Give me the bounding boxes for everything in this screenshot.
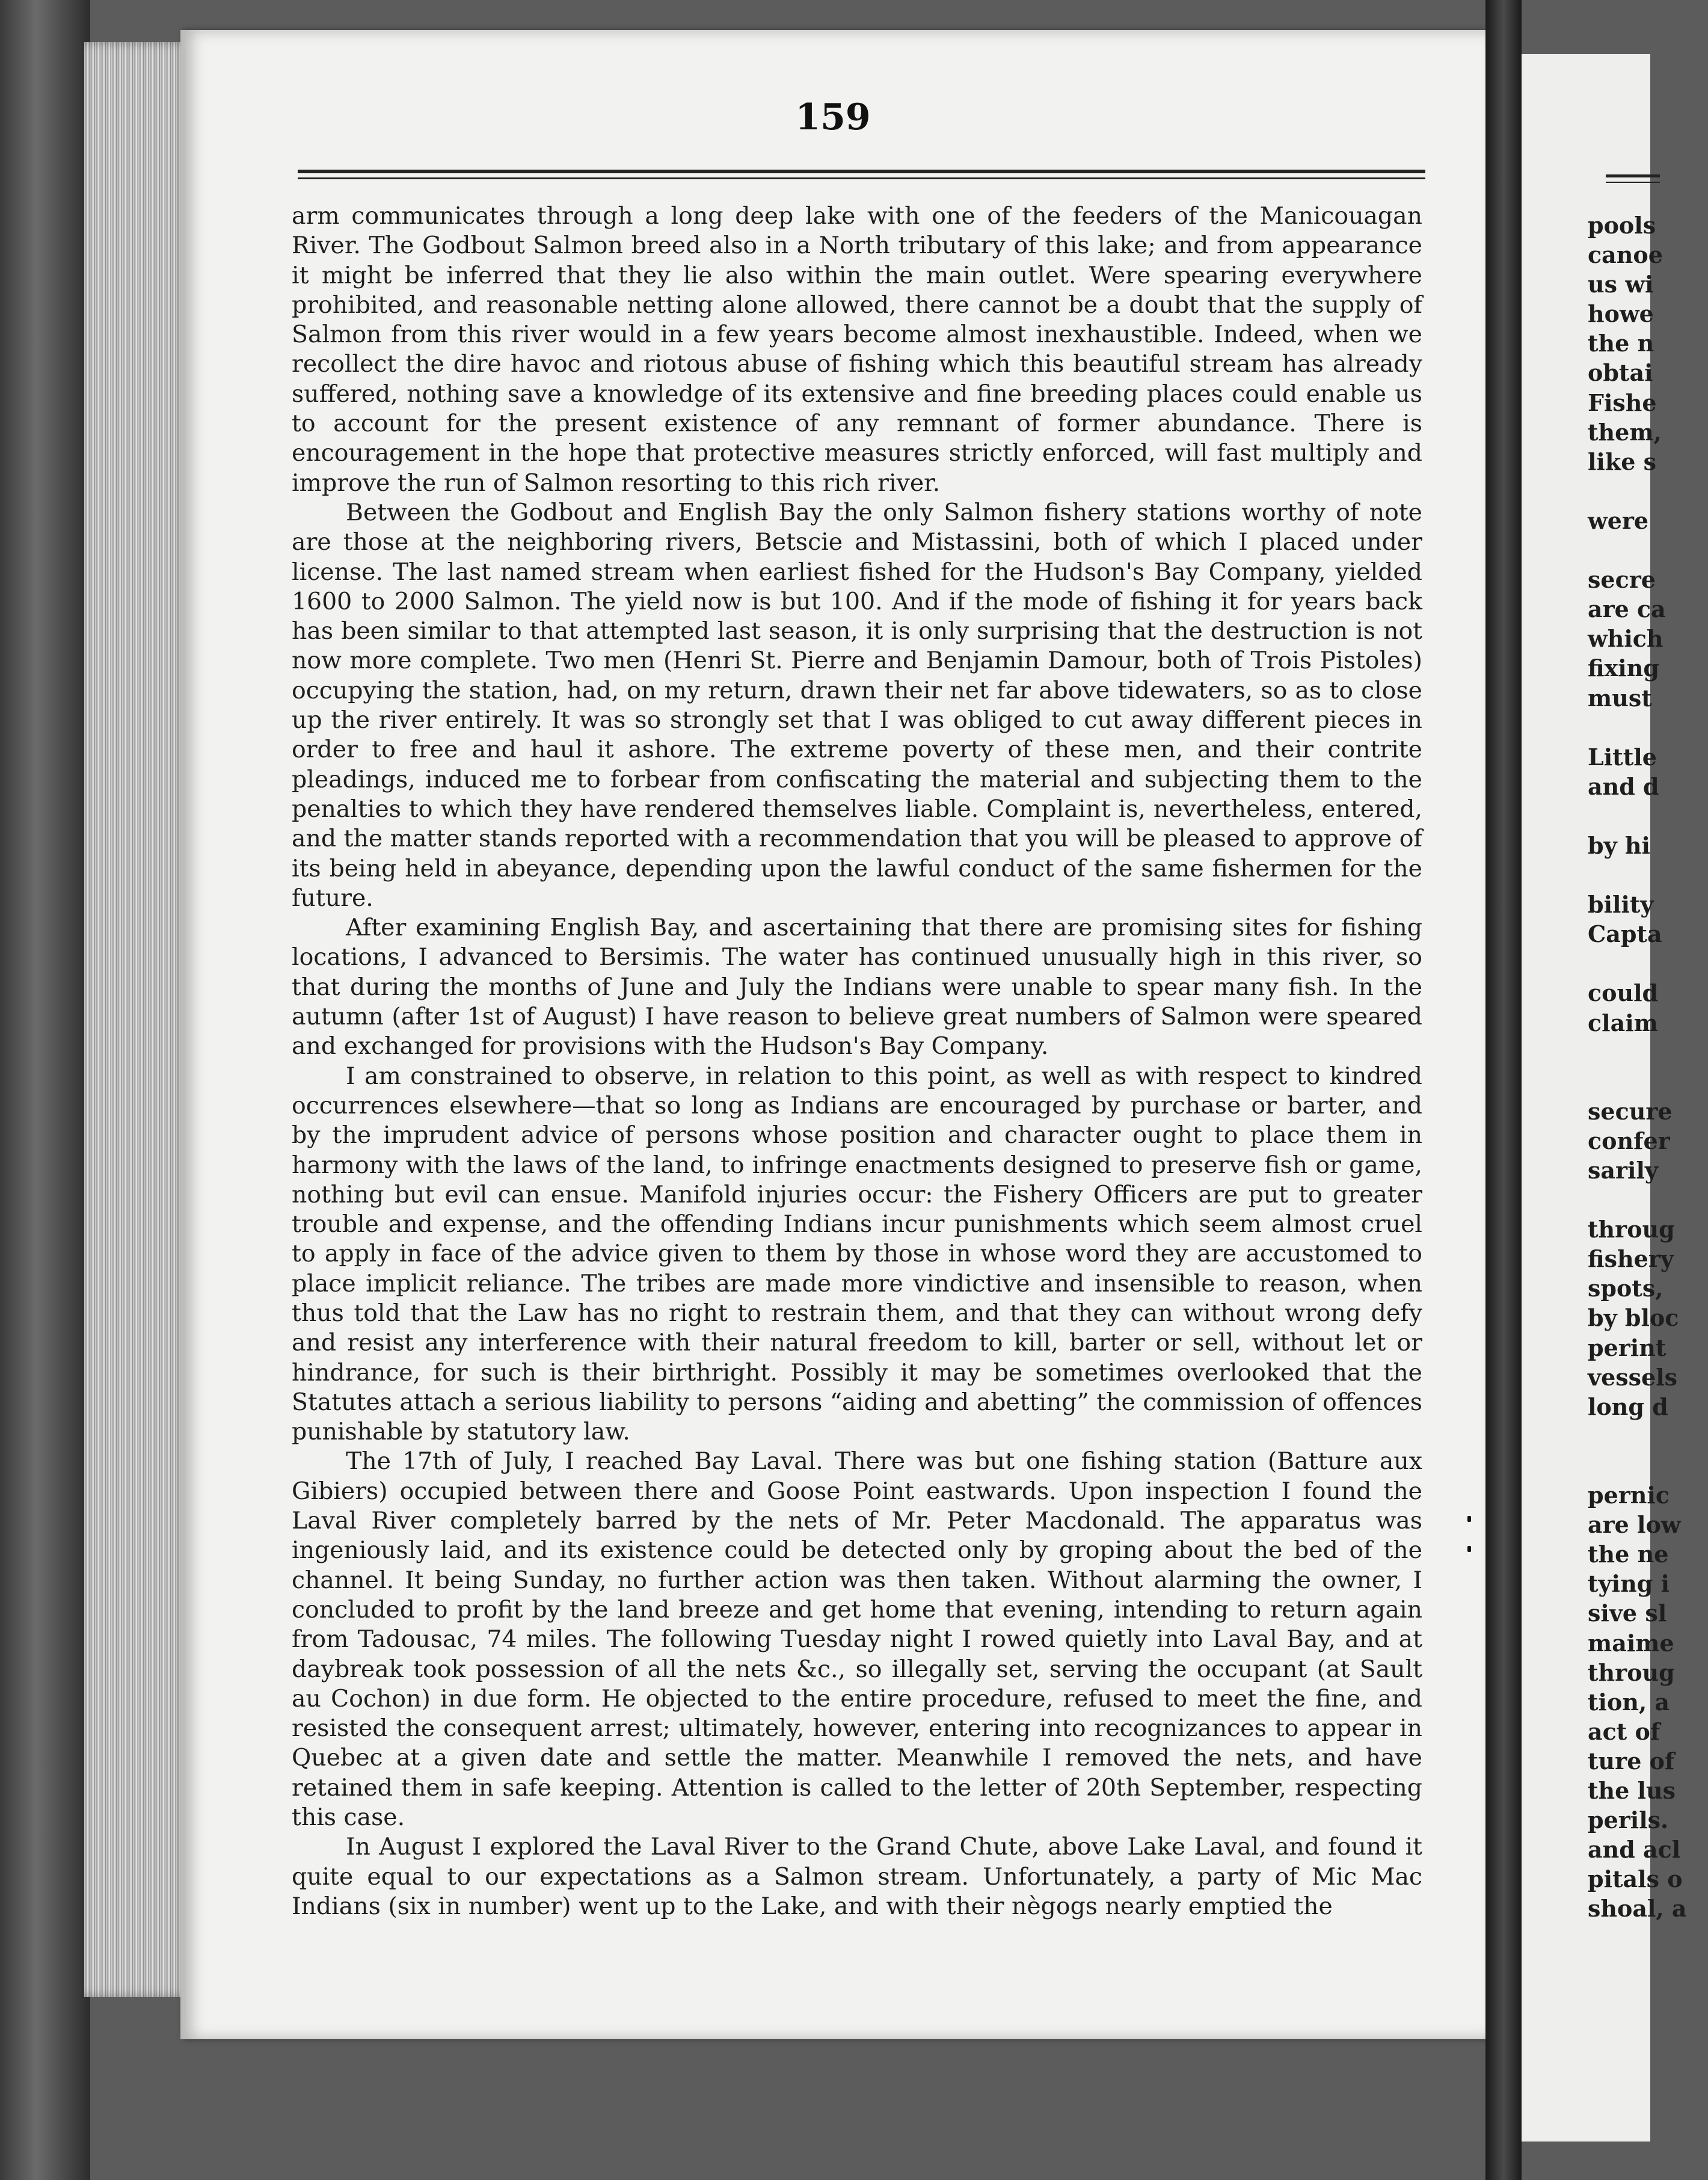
facing-page-line: the ne — [1588, 1541, 1669, 1568]
facing-page-line: pernic — [1588, 1482, 1670, 1509]
paragraph: After examining English Bay, and ascertaining that there are promising sites for fishing locations, I advanced to Bersimis. The water has continued unusually high in this river, so that during the months of June and July the Indians were unable to spear many fish. In the autumn (after 1st of August) I have reason to believe great numbers of Salmon were speared and exchanged for provisions with the Hudson's Bay Company. — [292, 914, 1422, 1061]
facing-page-line: Capta — [1588, 920, 1662, 948]
facing-page-line: by bloc — [1588, 1304, 1679, 1332]
facing-page-line — [1588, 1421, 1708, 1451]
facing-page-line: bility — [1588, 891, 1654, 919]
facing-page-line: secure — [1588, 1097, 1673, 1125]
book-spine — [1485, 0, 1522, 2180]
facing-page-line: us wi — [1588, 271, 1654, 298]
facing-page-line: obtai — [1588, 359, 1653, 387]
facing-page-line: howe — [1588, 300, 1654, 328]
scan-speck — [1467, 1546, 1471, 1552]
facing-page-line: were — [1588, 507, 1649, 534]
facing-page-line: perils. — [1588, 1806, 1669, 1834]
facing-page-line: throug — [1588, 1216, 1675, 1243]
facing-page-line: throug — [1588, 1658, 1675, 1686]
facing-page-line: and acl — [1588, 1836, 1681, 1864]
paragraph: The 17th of July, I reached Bay Laval. There was but one fishing station (Batture aux Gibiers) occupied between there and Goose Point eastwards. Upon inspection I found the Laval River completely barred by the nets of Mr. Peter Macdonald. The apparatus was ingeniously laid, and its existence could be detected only by groping about the bed of the channel. It being Sunday, no further action was then taken. Without alarming the owner, I concluded to profit by the land breeze and get home that evening, intending to return again from Tadousac, 74 miles. The following Tuesday night I rowed quietly into Laval Bay, and at daybreak took possession of all the nets &c., so illegally set, serving the occupant (at Sault au Cochon) in due form. He objected to the entire procedure, refused to meet the fine, and resisted the consequent arrest; ultimately, however, entering into recognizances to appear in Quebec at a given date and settle the matter. Meanwhile I removed the nets, and have retained them in safe keeping. Attention is called to the letter of 20th September, respecting this case. — [292, 1447, 1422, 1832]
facing-page-line — [1588, 801, 1708, 831]
facing-page-line: sive sl — [1588, 1600, 1667, 1627]
facing-page-line: sarily — [1588, 1157, 1658, 1184]
facing-page-line: must — [1588, 684, 1652, 712]
facing-page-line: the lus — [1588, 1776, 1676, 1804]
facing-page-line: Fishe — [1588, 389, 1657, 416]
facing-page-line: perint — [1588, 1334, 1667, 1361]
facing-page-line: vessels — [1588, 1363, 1678, 1391]
facing-page-line: are low — [1588, 1511, 1681, 1539]
paragraph: In August I explored the Laval River to the Grand Chute, above Lake Laval, and found it quite equal to our expectations as a Salmon stream. Unfortunately, a party of Mic Mac Indians (six in number) went up to the Lake, and with their nègogs nearly emptied the — [292, 1833, 1422, 1920]
facing-page-line: tion, a — [1588, 1688, 1670, 1716]
facing-page — [1522, 54, 1687, 2142]
facing-page-line — [1588, 1185, 1708, 1215]
facing-page-line: tying i — [1588, 1570, 1670, 1598]
facing-header-rule — [1606, 174, 1660, 177]
facing-page-line: them, — [1588, 418, 1662, 446]
facing-page-text — [1588, 211, 1708, 1923]
facing-page-line — [1588, 949, 1708, 978]
body-text — [292, 202, 1422, 1921]
header-rule — [298, 170, 1425, 173]
facing-page-line: like s — [1588, 448, 1656, 475]
book-page — [180, 30, 1485, 2039]
facing-page-line: pitals o — [1588, 1865, 1683, 1893]
facing-page-line: by hi — [1588, 831, 1650, 859]
page-number: 159 — [795, 96, 871, 138]
facing-page-line: maime — [1588, 1629, 1674, 1657]
facing-page-line — [1588, 476, 1708, 506]
facing-page-line: secre — [1588, 566, 1656, 594]
facing-page-line: act of — [1588, 1717, 1660, 1745]
facing-page-line: canoe — [1588, 241, 1663, 269]
facing-page-line — [1588, 535, 1708, 565]
facing-page-line: which — [1588, 625, 1663, 653]
facing-page-line — [1588, 860, 1708, 890]
page-edges — [84, 42, 189, 1997]
facing-page-line: Little — [1588, 743, 1657, 771]
facing-page-line: fishery — [1588, 1245, 1674, 1273]
paragraph: I am constrained to observe, in relation to this point, as well as with respect to kindred occurrences elsewhere—that so long as Indians are encouraged by purchase or barter, and by the imprudent advice of persons whose position and character ought to place them in harmony with the laws of the land, to infringe enactments designed to preserve fish or game, nothing but evil can ensue. Manifold injuries occur: the Fishery Officers are put to greater trouble and expense, and the offending Indians incur punishments which seem almost cruel to apply in face of the advice given to them by those in whose word they are accustomed to place implicit reliance. The tribes are made more vindictive and insensible to reason, when thus told that the Law has no right to restrain them, and that they can without wrong defy and resist any interference with their natural freedom to kill, barter or sell, without let or hindrance, for such is their birthright. Possibly it may be sometimes overlooked that the Statutes attach a serious liability to persons “aiding and abetting” the commission of offences punishable by statutory law. — [292, 1062, 1422, 1446]
facing-header-rule-thin — [1606, 182, 1660, 183]
facing-page-line: fixing — [1588, 654, 1659, 682]
facing-page-line: confer — [1588, 1127, 1670, 1154]
facing-page-line: long d — [1588, 1393, 1668, 1420]
facing-page-line: claim — [1588, 1009, 1658, 1036]
facing-page-line: the n — [1588, 330, 1654, 357]
header-rule-thin — [298, 177, 1425, 179]
book-gutter — [0, 0, 90, 2180]
facing-page-line — [1588, 1451, 1708, 1480]
scan-speck — [1467, 1516, 1471, 1522]
facing-page-line — [1588, 713, 1708, 742]
paragraph: arm communicates through a long deep lake with one of the feeders of the Manicouagan River. The Godbout Salmon breed also in a North tributary of this lake; and from appearance it might be inferred that they lie also within the main outlet. Were spearing everywhere prohibited, and reasonable netting alone allowed, there cannot be a doubt that the supply of Salmon from this river would in a few years become almost inexhaustible. Indeed, when we recollect the dire havoc and riotous abuse of fishing which this beautiful stream has already suffered, nothing save a knowledge of its extensive and fine breeding places could enable us to account for the present existence of any remnant of former abundance. There is encouragement in the hope that protective measures strictly enforced, will fast multiply and improve the run of Salmon resorting to this rich river. — [292, 202, 1422, 497]
facing-page-line — [1588, 1038, 1708, 1067]
facing-page-line — [1588, 1067, 1708, 1097]
facing-page-line: are ca — [1588, 596, 1666, 623]
facing-page-line: ture of — [1588, 1747, 1675, 1775]
paragraph: Between the Godbout and English Bay the only Salmon fishery stations worthy of note are those at the neighboring rivers, Betscie and Mistassini, both of which I placed under license. The last named stream when earliest fished for the Hudson's Bay Company, yielded 1600 to 2000 Salmon. The yield now is but 100. And if the mode of fishing it for years back has been similar to that attempted last season, it is only surprising that the destruction is not now more complete. Two men (Henri St. Pierre and Benjamin Damour, both of Trois Pistoles) occupying the station, had, on my return, drawn their net far above tidewaters, so as to close up the river entirely. It was so strongly set that I was obliged to cut away different pieces in order to free and haul it ashore. The extreme poverty of these men, and their contrite pleadings, induced me to forbear from confiscating the material and subjecting them to the penalties to which they have rendered themselves liable. Complaint is, nevertheless, entered, and the matter stands reported with a recommendation that you will be pleased to approve of its being held in abeyance, depending upon the lawful conduct of the same fishermen for the future. — [292, 498, 1422, 912]
facing-page-line: shoal, a — [1588, 1895, 1687, 1923]
facing-page-line: spots, — [1588, 1275, 1663, 1302]
facing-page-line: could — [1588, 979, 1659, 1007]
facing-page-line: and d — [1588, 772, 1659, 800]
facing-page-line: pools — [1588, 212, 1656, 239]
